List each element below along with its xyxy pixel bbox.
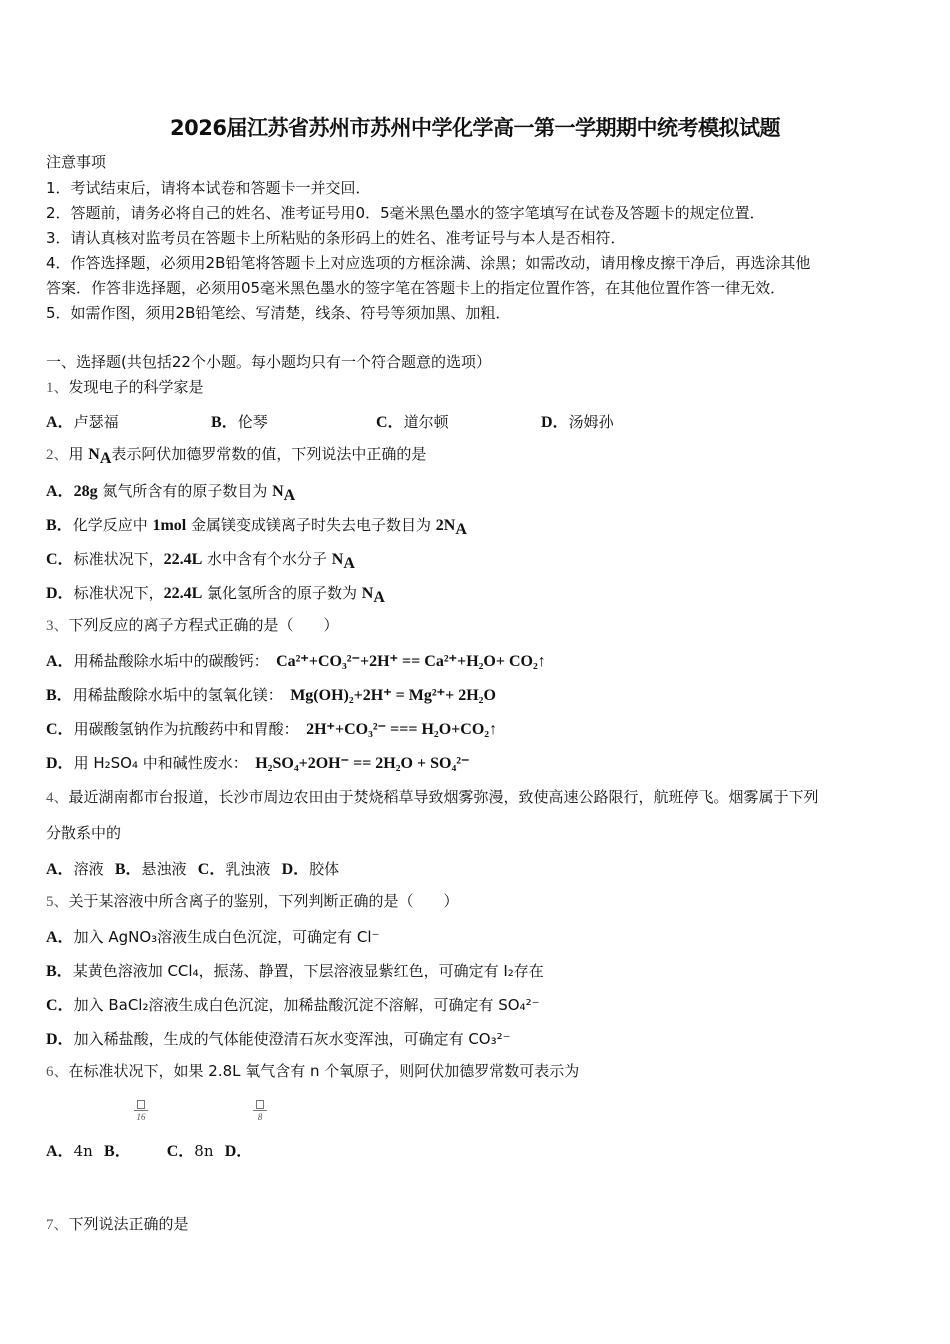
question-7: 7、下列说法正确的是 bbox=[46, 1215, 189, 1233]
missing-glyph-icon bbox=[256, 1100, 264, 1109]
question-6-options: A．4n B． C．8n D． bbox=[46, 1142, 253, 1160]
question-2-option-c: C．标准状况下，22.4L 水中含有个水分子 $N_A$ bbox=[46, 550, 355, 572]
question-6: 6、在标准状况下，如果 2.8L 氧气含有 n 个氧原子，则阿伏加德罗常数可表示为 bbox=[46, 1062, 580, 1080]
option-b: B．伦琴 bbox=[211, 413, 268, 431]
section-heading: 一、选择题(共包括22个小题。每小题均只有一个符合题意的选项） bbox=[46, 353, 491, 371]
notice-heading: 注意事项 bbox=[46, 153, 107, 171]
equation: Mg(OH)₂+2H⁺ = Mg²⁺+ 2H₂O bbox=[290, 687, 496, 704]
question-3-option-a: A．用稀盐酸除水垢中的碳酸钙： Ca²⁺+CO₃²⁻+2H⁺ == Ca²⁺+H₂O+ CO₂↑ bbox=[46, 652, 546, 670]
fraction-option-d: 8 bbox=[250, 1100, 270, 1122]
option-c: C．道尔顿 bbox=[376, 413, 449, 431]
notice-item-3: 3．请认真核对监考员在答题卡上所粘贴的条形码上的姓名、准考证号与本人是否相符． bbox=[46, 229, 626, 247]
question-5-option-b: B．某黄色溶液加 CCl₄，振荡、静置，下层溶液显紫红色，可确定有 I₂存在 bbox=[46, 962, 544, 980]
question-2: 2、用 $N_A$表示阿伏加德罗常数的值，下列说法中正确的是 bbox=[46, 445, 427, 467]
question-5: 5、关于某溶液中所含离子的鉴别，下列判断正确的是（ ） bbox=[46, 892, 459, 910]
question-number: 1、 bbox=[46, 380, 69, 396]
option-d: D．汤姆孙 bbox=[541, 413, 614, 431]
question-3-option-b: B．用稀盐酸除水垢中的氢氧化镁： Mg(OH)₂+2H⁺ = Mg²⁺+ 2H₂O bbox=[46, 686, 496, 704]
notice-item-1: 1．考试结束后，请将本试卷和答题卡一并交回． bbox=[46, 179, 371, 197]
question-3-option-c: C．用碳酸氢钠作为抗酸药中和胃酸： 2H⁺+CO₃²⁻ === H₂O+CO₂↑ bbox=[46, 720, 498, 738]
equation: H₂SO₄+2OH⁻ == 2H₂O + SO₄²⁻ bbox=[255, 755, 470, 772]
question-number: 2、 bbox=[46, 447, 69, 463]
question-number: 7、 bbox=[46, 1217, 69, 1233]
question-3: 3、下列反应的离子方程式正确的是（ ） bbox=[46, 616, 339, 634]
equation: Ca²⁺+CO₃²⁻+2H⁺ == Ca²⁺+H₂O+ CO₂↑ bbox=[276, 653, 546, 670]
question-4-options: A．溶液 B．悬浊液 C．乳浊液 D．胶体 bbox=[46, 860, 340, 878]
question-2-option-b: B．化学反应中 1mol 金属镁变成镁离子时失去电子数目为 $2N_A$ bbox=[46, 516, 467, 538]
question-5-option-c: C．加入 BaCl₂溶液生成白色沉淀，加稀盐酸沉淀不溶解，可确定有 SO₄²⁻ bbox=[46, 996, 540, 1014]
question-4: 4、最近湖南都市台报道，长沙市周边农田由于焚烧稻草导致烟雾弥漫，致使高速公路限行，航班停飞。烟雾属于下列 bbox=[46, 788, 819, 806]
fraction-option-b: 16 bbox=[131, 1100, 151, 1122]
question-3-option-d: D．用 H₂SO₄ 中和碱性废水： H₂SO₄+2OH⁻ == 2H₂O + SO₄²⁻ bbox=[46, 754, 470, 772]
equation: 2H⁺+CO₃²⁻ === H₂O+CO₂↑ bbox=[306, 721, 498, 738]
question-5-option-a: A．加入 AgNO₃溶液生成白色沉淀，可确定有 Cl⁻ bbox=[46, 928, 380, 946]
question-number: 5、 bbox=[46, 894, 69, 910]
notice-item-4-cont: 答案．作答非选择题，必须用05毫米黑色墨水的签字笔在答题卡上的指定位置作答，在其他位置作答一律无效． bbox=[46, 279, 786, 297]
question-1-options bbox=[46, 409, 614, 432]
notice-item-2: 2．答题前，请务必将自己的姓名、准考证号用0．5毫米黑色墨水的签字笔填写在试卷及答题卡的规定位置． bbox=[46, 204, 765, 222]
question-2-option-a: A．28g 氮气所含有的原子数目为 $N_A$ bbox=[46, 482, 296, 504]
question-number: 3、 bbox=[46, 618, 69, 634]
notice-item-4: 4．作答选择题，必须用2B铅笔将答题卡上对应选项的方框涂满、涂黑；如需改动，请用橡皮擦干净后，再选涂其他 bbox=[46, 254, 811, 272]
missing-glyph-icon bbox=[137, 1100, 145, 1109]
question-1 bbox=[46, 376, 204, 397]
option-a: A．卢瑟福 bbox=[46, 413, 119, 431]
question-stem: 发现电子的科学家是 bbox=[68, 378, 204, 396]
notice-item-5: 5．如需作图，须用2B铅笔绘、写清楚，线条、符号等须加黑、加粗． bbox=[46, 304, 511, 322]
question-2-option-d: D．标准状况下，22.4L 氯化氢所含的原子数为 $N_A$ bbox=[46, 584, 385, 606]
question-number: 6、 bbox=[46, 1064, 69, 1080]
page-title: 2026届江苏省苏州市苏州中学化学高一第一学期期中统考模拟试题 bbox=[170, 116, 780, 140]
question-4-stem-cont: 分散系中的 bbox=[46, 824, 122, 842]
question-number: 4、 bbox=[46, 790, 69, 806]
question-5-option-d: D．加入稀盐酸，生成的气体能使澄清石灰水变浑浊，可确定有 CO₃²⁻ bbox=[46, 1030, 511, 1048]
